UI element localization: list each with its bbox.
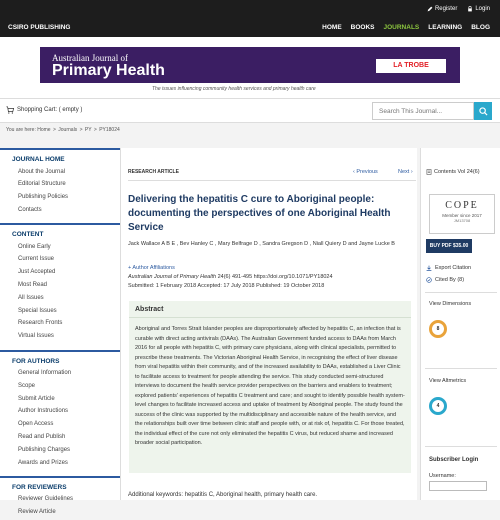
breadcrumb-article: PY18024 [99, 127, 120, 133]
login-link[interactable] [467, 6, 490, 12]
author-affiliations-toggle[interactable]: + Author Affiliations [128, 265, 175, 271]
altmetrics-label[interactable]: View Altmetrics [429, 378, 467, 384]
cart-label: Shopping Cart: ( empty ) [17, 107, 83, 113]
sidebar-item-general-information[interactable]: General Information [18, 370, 72, 377]
nav-journals[interactable]: JOURNALS [383, 24, 420, 31]
sidebar-item-most-read[interactable]: Most Read [18, 282, 48, 289]
journal-name-line2: Primary Health [52, 62, 165, 79]
login-label: Login [475, 6, 490, 12]
journal-name-line1: Australian Journal of [52, 53, 128, 63]
additional-keywords: Additional keywords: hepatitis C, Aboriginal health, primary health care. [128, 492, 318, 498]
abstract-heading: Abstract [129, 301, 411, 318]
contents-label: Contents Vol 24(6) [434, 169, 480, 175]
contents-link[interactable] [426, 169, 480, 175]
sidebar-item-publishing-policies[interactable]: Publishing Policies [18, 194, 69, 201]
lock-icon [467, 6, 473, 12]
previous-label: Previous [356, 169, 378, 175]
article-type-label: RESEARCH ARTICLE [128, 169, 179, 175]
article-label-row [128, 169, 416, 181]
sidebar-item-scope[interactable]: Scope [18, 382, 36, 389]
search-button[interactable] [474, 102, 492, 120]
next-article-link[interactable]: Next › [398, 169, 413, 175]
top-bar [0, 0, 500, 37]
subscriber-login-title: Subscriber Login [429, 457, 479, 463]
cope-badge[interactable] [429, 194, 495, 234]
export-citation-link[interactable] [426, 265, 471, 271]
username-label: Username: [429, 473, 456, 479]
breadcrumb-home[interactable]: Home [37, 127, 51, 133]
breadcrumb-prefix: You are here: [6, 127, 36, 133]
next-label: Next [398, 169, 410, 175]
sidebar-item-special-issues[interactable]: Special Issues [18, 307, 57, 314]
citation-journal: Australian Journal of Primary Health [128, 274, 217, 280]
sidebar-section-content[interactable]: CONTENT [0, 223, 120, 241]
shopping-cart[interactable] [6, 106, 82, 114]
sidebar-item-research-fronts[interactable]: Research Fronts [18, 320, 63, 327]
sidebar-section-for-authors[interactable]: FOR AUTHORS [0, 350, 120, 368]
breadcrumb-py[interactable]: PY [84, 127, 92, 133]
dimensions-label[interactable]: View Dimensions [429, 301, 472, 307]
abstract-section [129, 301, 411, 473]
sidebar-item-about[interactable]: About the Journal [18, 168, 66, 175]
article-citation [128, 274, 333, 280]
nav-books[interactable]: BOOKS [350, 24, 375, 31]
sidebar-item-editorial-structure[interactable]: Editorial Structure [18, 181, 66, 188]
journal-logo[interactable] [40, 47, 460, 83]
altmetric-count: 4 [436, 403, 440, 409]
dimensions-count: 8 [436, 326, 440, 332]
journal-banner [0, 37, 500, 99]
sidebar-item-publishing-charges[interactable]: Publishing Charges [18, 446, 71, 453]
username-input[interactable] [429, 481, 487, 491]
right-column [420, 148, 500, 500]
search-icon [479, 107, 488, 116]
article-dates: Submitted: 1 February 2018 Accepted: 17 July 2018 Published: 19 October 2018 [128, 283, 325, 289]
cited-by-label: Cited By (8) [435, 277, 465, 283]
document-icon [426, 169, 432, 175]
citation-details: 24(6) 491-495 https://doi.org/10.1071/PY18024 [216, 274, 333, 280]
journal-sidebar [0, 148, 120, 516]
register-link[interactable] [427, 6, 457, 12]
sidebar-item-submit-article[interactable]: Submit Article [18, 395, 55, 402]
export-citation-label: Export Citation [435, 265, 472, 271]
breadcrumb: You are here: Home > Journals > PY > PY18024 [6, 127, 120, 133]
account-links [427, 6, 490, 12]
cope-id: JM13708 [453, 218, 471, 223]
cope-name: COPE [445, 200, 479, 211]
sidebar-section-for-reviewers[interactable]: FOR REVIEWERS [0, 476, 120, 494]
previous-article-link[interactable]: ‹ Previous [353, 169, 378, 175]
sidebar-item-open-access[interactable]: Open Access [18, 421, 54, 428]
sidebar-item-read-and-publish[interactable]: Read and Publish [18, 434, 66, 441]
journal-search-input[interactable] [372, 102, 474, 120]
sidebar-item-review-article[interactable]: Review Article [18, 509, 56, 516]
sidebar-item-just-accepted[interactable]: Just Accepted [18, 269, 56, 276]
cart-icon [6, 106, 14, 114]
sidebar-item-reviewer-guidelines[interactable]: Reviewer Guidelines [18, 496, 74, 503]
export-icon [426, 265, 432, 271]
article-authors[interactable]: Jack Wallace A B E , Bev Hanley C , Mary Belfrage D , Sandra Gregson D , Niall Quiery D and Jayne Lucke B [128, 241, 395, 247]
journal-tagline: The issues influencing community health services and primary health care [152, 86, 316, 92]
altmetric-badge[interactable] [429, 397, 447, 415]
register-label: Register [434, 6, 458, 12]
brand-name[interactable]: CSIRO PUBLISHING [8, 24, 71, 31]
search-row [0, 99, 500, 123]
buy-pdf-button[interactable]: BUY PDF $35.00 [426, 239, 472, 253]
pencil-icon [427, 6, 433, 12]
article-title: Delivering the hepatitis C cure to Aboriginal people: documenting the perspectives of one Aboriginal Health Service [128, 194, 391, 233]
main-nav [322, 24, 490, 31]
abstract-text: Aboriginal and Torres Strait Islander peoples are disproportionately affected by hepatitis C, an infection that is curable with direct acting antivirals (DAAs). The Australian Government funded access to DAAs from March 2016 for all people with hepatitis C, with primary care physicians, along with clinical specialists, permitted to prescribe these treatments. The Victorian Aboriginal Health Service, in recognising the effect of liver disease from viral hepatitis within their community, and of the increased availability to DAAs, established a Liver Clinic to facilitate access to treatment for people attending the service. This study conducted semi-structured interviews to document the health service provider perspectives on the barriers and enablers to treatment; explored patients' experiences of hepatitis C treatment and care; and sought to identify possible health system-level changes to facilitate increased access and uptake of treatment by Aboriginal people. The study found the success of the clinic was supported by the multidisciplinary and accessible nature of the health service, and the relationships built over time between clinic staff and people with, or at risk of, hepatitis C. For those treated, the individual effect of the cure not only eliminated the hepatitis C virus, but reduced shame and increased broader social participation. [135, 326, 405, 446]
cited-by-icon [426, 277, 432, 283]
cope-member: Member since 2017 [442, 213, 482, 218]
sidebar-section-journal-home[interactable]: JOURNAL HOME [0, 148, 120, 166]
partner-logo: LA TROBE [376, 59, 446, 73]
sidebar-item-all-issues[interactable]: All Issues [18, 294, 44, 301]
cited-by-link[interactable] [426, 277, 464, 283]
sidebar-item-author-instructions[interactable]: Author Instructions [18, 408, 69, 415]
breadcrumb-journals[interactable]: Journals [58, 127, 78, 133]
sidebar-item-contacts[interactable]: Contacts [18, 206, 42, 213]
sidebar-item-awards-and-prizes[interactable]: Awards and Prizes [18, 459, 68, 466]
nav-blog[interactable]: BLOG [471, 24, 490, 31]
nav-home[interactable]: HOME [322, 24, 342, 31]
sidebar-item-virtual-issues[interactable]: Virtual Issues [18, 333, 54, 340]
nav-learning[interactable]: LEARNING [428, 24, 463, 31]
sidebar-item-current-issue[interactable]: Current Issue [18, 256, 55, 263]
dimensions-badge[interactable] [429, 320, 447, 338]
sidebar-item-online-early[interactable]: Online Early [18, 243, 51, 250]
